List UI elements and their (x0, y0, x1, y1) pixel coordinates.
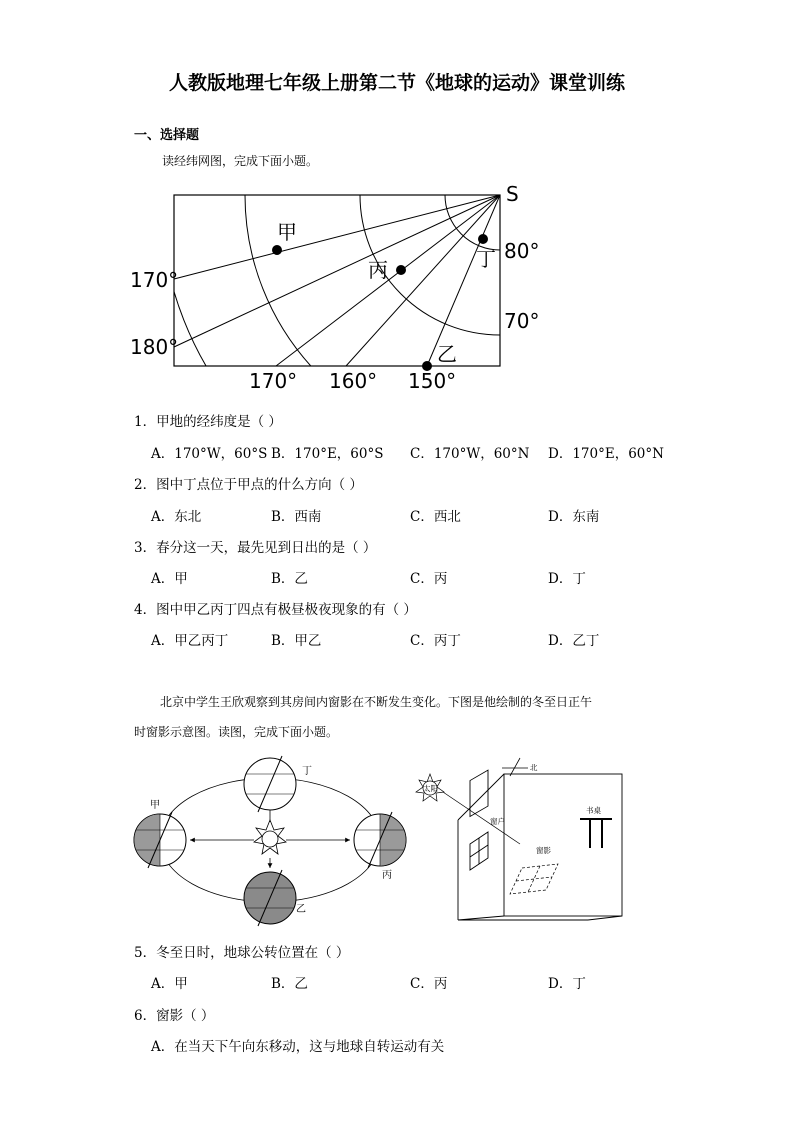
q2-option-d[interactable]: D．东南 (548, 509, 600, 525)
q6-option-a[interactable]: A．在当天下午向东移动，这与地球自转运动有关 (151, 1039, 445, 1055)
label-sun: 太阳 (423, 784, 438, 793)
question-6: 6．窗影（ ） (134, 1008, 215, 1024)
label-lat-80: 80° (504, 239, 540, 263)
question-2: 2．图中丁点位于甲点的什么方向（ ） (134, 477, 363, 493)
desk-icon (580, 819, 612, 848)
q1-option-c[interactable]: C．170°W，60°N (410, 446, 530, 462)
q4-option-b[interactable]: B．甲乙 (271, 633, 322, 649)
label-lat-70: 70° (504, 309, 540, 333)
earth-position-ding (244, 756, 296, 812)
section-heading: 一、选择题 (134, 128, 200, 143)
label-pole: S (506, 182, 519, 206)
q5-option-a[interactable]: A．甲 (151, 976, 188, 992)
intro-text-1: 读经纬网图，完成下面小题。 (162, 154, 319, 168)
label-window: 窗户 (490, 817, 505, 826)
room-back-wall (504, 774, 622, 916)
label-bing: 丙 (368, 258, 388, 282)
orbit-diagram (128, 752, 418, 928)
q1-option-a[interactable]: A．170°W，60°S (151, 446, 268, 462)
q1-option-b[interactable]: B．170°E，60°S (271, 446, 384, 462)
orbit-label-yi: 乙 (296, 904, 306, 915)
meridian-170e (276, 195, 500, 366)
label-bottom-160: 160° (329, 369, 378, 393)
q5-option-d[interactable]: D．丁 (548, 976, 586, 992)
point-bing (396, 265, 406, 275)
label-bottom-150: 150° (408, 369, 457, 393)
orbit-label-bing: 丙 (382, 870, 392, 881)
label-shadow: 窗影 (536, 846, 551, 855)
latitude-arc-60 (245, 178, 546, 394)
intro-text-2: 北京中学生王欣观察到其房间内窗影在不断发生变化。下图是他绘制的冬至日正午 (160, 695, 593, 709)
q4-option-a[interactable]: A．甲乙丙丁 (151, 633, 229, 649)
label-ding: 丁 (476, 247, 496, 271)
label-desk: 书桌 (586, 806, 601, 815)
window-icon (470, 832, 488, 870)
q5-option-b[interactable]: B．乙 (271, 976, 308, 992)
meridian-150e (427, 195, 500, 366)
sun-icon (254, 820, 286, 854)
earth-position-yi (244, 870, 296, 926)
point-ding (478, 234, 488, 244)
label-yi: 乙 (437, 342, 457, 366)
question-5: 5．冬至日时，地球公转位置在（ ） (134, 945, 350, 961)
q2-option-a[interactable]: A．东北 (151, 509, 202, 525)
q2-option-c[interactable]: C．西北 (410, 509, 461, 525)
label-bottom-170: 170° (249, 369, 298, 393)
north-arrow (502, 758, 528, 776)
earth-position-jia (134, 812, 186, 868)
meridian-180 (174, 195, 500, 347)
label-left-170: 170° (130, 268, 179, 292)
label-north: 北 (530, 763, 538, 772)
earth-position-bing (354, 812, 406, 868)
q3-option-b[interactable]: B．乙 (271, 571, 308, 587)
q3-option-a[interactable]: A．甲 (151, 571, 188, 587)
graticule-map (126, 178, 546, 394)
q5-option-c[interactable]: C．丙 (410, 976, 448, 992)
question-3: 3．春分这一天，最先见到日出的是（ ） (134, 540, 377, 556)
q4-option-d[interactable]: D．乙丁 (548, 633, 600, 649)
question-4: 4．图中甲乙丙丁四点有极昼极夜现象的有（ ） (134, 602, 417, 618)
q3-option-c[interactable]: C．丙 (410, 571, 448, 587)
intro-text-2b: 时窗影示意图。读图，完成下面小题。 (134, 725, 339, 739)
label-left-180: 180° (130, 335, 179, 359)
q3-option-d[interactable]: D．丁 (548, 571, 586, 587)
orbit-label-ding: 丁 (302, 766, 312, 777)
point-jia (272, 245, 282, 255)
latitude-arc-50 (160, 178, 546, 394)
q4-option-c[interactable]: C．丙丁 (410, 633, 461, 649)
q2-option-b[interactable]: B．西南 (271, 509, 322, 525)
meridian-170w (174, 195, 500, 279)
orbit-label-jia: 甲 (150, 800, 160, 811)
window-shadow (510, 864, 558, 894)
label-jia: 甲 (277, 220, 297, 244)
page-title: 人教版地理七年级上册第二节《地球的运动》课堂训练 (168, 72, 625, 94)
room-diagram (412, 752, 634, 924)
q1-option-d[interactable]: D．170°E，60°N (548, 446, 664, 462)
question-1: 1．甲地的经纬度是（ ） (134, 414, 282, 430)
